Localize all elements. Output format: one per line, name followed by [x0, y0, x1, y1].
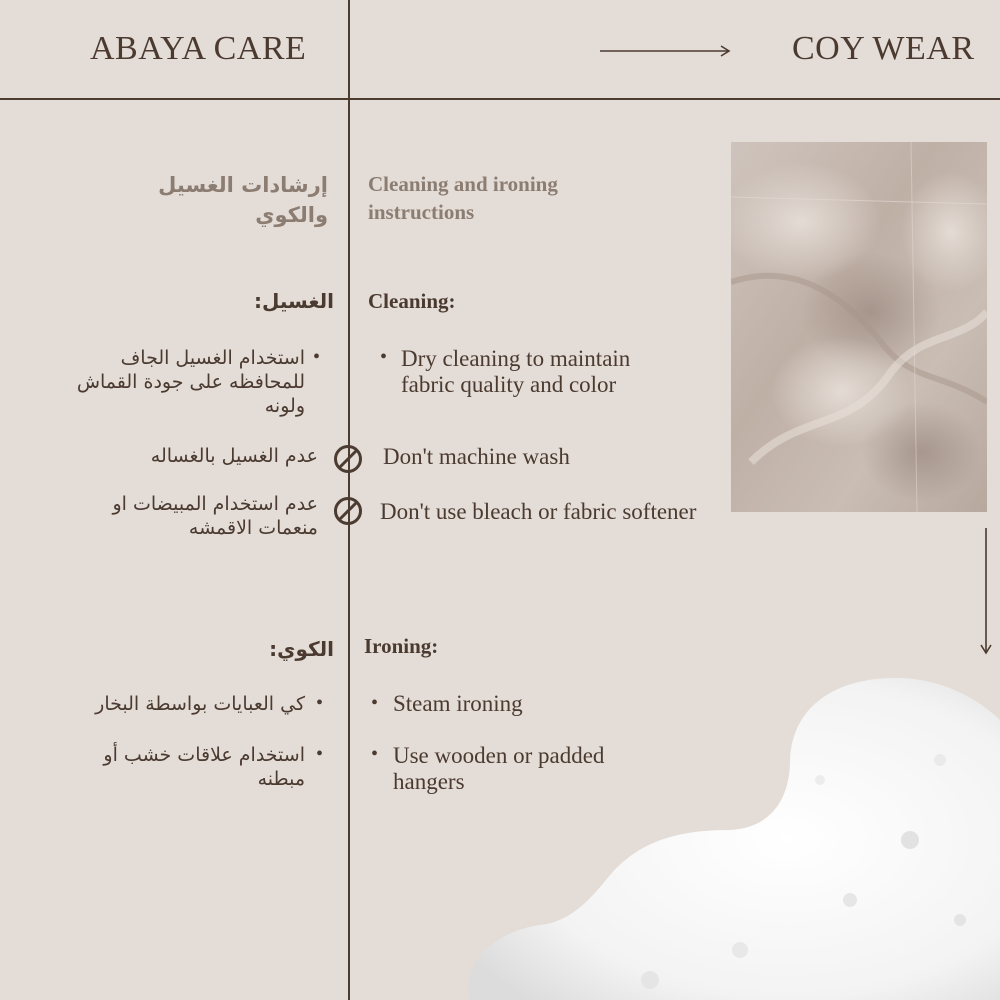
brand-left-title: ABAYA CARE: [90, 30, 307, 67]
hangers-en-line1: Use wooden or padded: [393, 743, 605, 768]
dry-cleaning-en-line2: fabric quality and color: [401, 372, 617, 397]
hangers-ar-line1: استخدام علاقات خشب أو: [103, 744, 305, 766]
prohibited-icon: [333, 444, 363, 474]
dry-cleaning-item-ar: [30, 346, 305, 418]
no-bleach-ar: [40, 492, 318, 540]
fabric-photo: [731, 142, 987, 512]
cleaning-heading-en: Cleaning:: [368, 289, 456, 313]
hangers-en-line2: hangers: [393, 769, 465, 794]
hangers-ar: [40, 743, 305, 791]
steam-ironing-ar: كي العبايات بواسطة البخار: [95, 693, 305, 715]
intro-title-en-line1: Cleaning and ironing: [368, 172, 558, 196]
right-arrow-icon: [600, 44, 732, 58]
prohibited-icon: [333, 496, 363, 526]
bullet-icon: •: [316, 743, 324, 765]
no-machine-wash-ar: عدم الغسيل بالغساله: [150, 445, 318, 467]
bullet-icon: •: [371, 692, 379, 714]
dry-cleaning-ar-line2: للمحافظه على جودة القماش: [76, 371, 305, 393]
steam-ironing-en: Steam ironing: [393, 691, 523, 716]
foam-image: [440, 660, 1000, 1000]
ironing-heading-en: Ironing:: [364, 634, 439, 658]
hangers-ar-line2: مبطنه: [257, 768, 305, 790]
cleaning-heading-ar: الغسيل:: [253, 289, 334, 313]
down-arrow-icon: [978, 528, 994, 656]
intro-title-en: [368, 170, 668, 226]
horizontal-divider: [0, 98, 1000, 100]
intro-title-ar: إرشادات الغسيل والكوي: [158, 173, 328, 227]
dry-cleaning-en-line1: Dry cleaning to maintain: [401, 346, 631, 371]
bullet-icon: •: [313, 346, 321, 368]
dry-cleaning-ar-line3: ولونه: [264, 395, 305, 417]
no-machine-wash-en: Don't machine wash: [383, 444, 570, 469]
bullet-icon: •: [371, 743, 379, 765]
no-bleach-en: Don't use bleach or fabric softener: [380, 499, 697, 524]
intro-title-en-line2: instructions: [368, 200, 475, 224]
bullet-icon: •: [316, 692, 324, 714]
brand-right-title: COY WEAR: [792, 30, 975, 67]
dry-cleaning-ar-line1: استخدام الغسيل الجاف: [120, 347, 305, 369]
no-bleach-ar-line2: منعمات الاقمشه: [188, 517, 318, 539]
bullet-icon: •: [380, 346, 388, 368]
no-bleach-ar-line1: عدم استخدام المبيضات او: [112, 493, 318, 515]
ironing-heading-ar: الكوي:: [269, 637, 334, 661]
dry-cleaning-item-en: [401, 346, 701, 398]
